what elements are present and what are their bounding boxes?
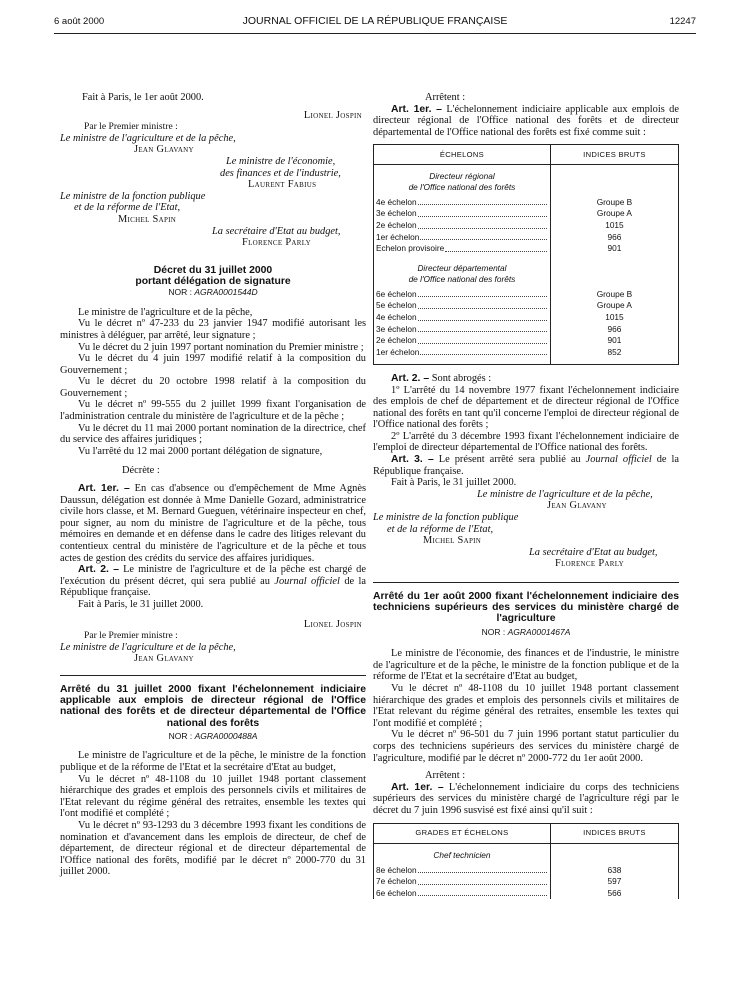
right-column: [373, 92, 679, 899]
arretent-1: Arrêtent :: [425, 92, 466, 103]
grades-table-2: [373, 823, 679, 900]
table-row-value: 1015: [605, 312, 624, 323]
decret-visa: Vu l'arrêté du 12 mai 2000 portant délégation de signature,: [78, 445, 323, 457]
group-title: de l'Office national des forêts: [408, 273, 516, 284]
decret-visa: Vu le décret du 4 juin 1997 modifié relatif à la composition du Gouvernement ;: [60, 353, 366, 376]
header-date: 6 août 2000: [54, 16, 105, 27]
table-row-value: Groupe B: [596, 288, 633, 299]
arrete-2-visa: Vu le décret nº 48-1108 du 10 juillet 1948 portant classement hiérarchique des grades et emplois des personnels civils et militaires de l'Etat relevant du régime général des retraites, ensemble les textes qui l'ont modifié et complété ;: [373, 682, 679, 729]
table-header: INDICES BRUTS: [550, 823, 678, 843]
arrete-1-visa: Vu le décret nº 93-1293 du 3 décembre 1993 fixant les conditions de nomination et d'avancement dans les emplois de directeur, de chef de département, de directeur régional et de directeur départemental de l'Office national des forêts, modifié par le décret nº 2000-770 du 31 juillet 2000.: [60, 819, 366, 878]
table-row-value: 597: [607, 876, 622, 887]
table-row-value: 966: [607, 323, 622, 334]
table-row-label: 3e échelon: [376, 324, 548, 336]
abrogation-item: 2º L'arrêté du 3 décembre 1993 fixant l'échelonnement indiciaire de l'emploi de directeur départemental de l'Office national des forêts.: [373, 430, 679, 454]
table-row-label: 6e échelon: [376, 289, 548, 301]
decret-visa: Le ministre de l'agriculture et de la pêche,: [78, 306, 253, 318]
secretaire-budget-title-3: La secrétaire d'Etat au budget,: [529, 546, 658, 558]
group-title: Directeur régional: [429, 170, 495, 181]
table-row-label: 3e échelon: [376, 208, 548, 220]
arretent-2: Arrêtent :: [425, 770, 466, 782]
signature-premier-ministre: Lionel Jospin: [303, 109, 362, 121]
table-row-label: 2e échelon: [376, 335, 548, 347]
page-header: [54, 14, 696, 34]
ministre-economie-title-2: des finances et de l'industrie,: [220, 167, 341, 179]
decret-article-2: Art. 2. – Le ministre de l'agriculture et de la pêche est chargé de l'exécution du présent décret, qui sera publié au Journal officiel de la République française.: [60, 564, 366, 599]
arrete-1-title: Arrêté du 31 juillet 2000 fixant l'échelonnement indiciaire applicable aux emplois de directeur régional de l'Office national des forêts et de directeur départemental de l'Office national des forêts: [60, 683, 366, 729]
table-header: INDICES BRUTS: [550, 145, 678, 165]
ministre-agriculture-title: Le ministre de l'agriculture et de la pêche,: [60, 132, 236, 144]
ministre-fonction-publique-name-3: Michel Sapin: [423, 535, 482, 547]
arrete-2-visa: Vu le décret nº 96-501 du 7 juin 1996 portant statut particulier du corps des techniciens supérieurs des services du ministère chargé de l'agriculture, modifié par le décret nº 2000-772 du 1er août 2000.: [373, 729, 679, 764]
ministre-agriculture-title-3: Le ministre de l'agriculture et de la pêche,: [477, 488, 653, 500]
arrete-1-article-1: Art. 1er. – L'échelonnement indiciaire applicable aux emplois de directeur régional de l'Office national des forêts et de directeur départemental de l'Office national des forêts est fixé comme suit :: [373, 103, 679, 138]
ministre-agriculture-name: Jean Glavany: [134, 144, 194, 156]
group-title: de l'Office national des forêts: [408, 181, 516, 192]
table-row-value: 901: [607, 243, 622, 254]
arrete-1-article-2: Art. 2. – Sont abrogés :: [391, 372, 492, 384]
table-header: ÉCHELONS: [374, 145, 551, 165]
table-row-value: 566: [607, 887, 622, 898]
table-row-label: 4e échelon: [376, 197, 548, 209]
table-row-value: 638: [607, 864, 622, 875]
decret-visa: Vu le décret nº 47-233 du 23 janvier 1947 modifié autorisant les ministres à déléguer, par arrêté, leur signature ;: [60, 318, 366, 341]
signature-premier-ministre-2: Lionel Jospin: [303, 618, 362, 630]
echelons-table-1: [373, 144, 679, 365]
arrete-2-nor: NOR : AGRA0001467A: [481, 626, 571, 637]
table-row-value: Groupe A: [596, 300, 632, 311]
header-page-number: 12247: [669, 16, 696, 27]
group-title: Chef technicien: [433, 849, 491, 860]
group-title: Directeur départemental: [417, 262, 507, 273]
table-row-label: 1er échelon: [376, 232, 548, 244]
table-row-value: 901: [607, 335, 622, 346]
table-row-label: 4e échelon: [376, 312, 548, 324]
ministre-economie-name: Laurent Fabius: [248, 179, 317, 191]
decret-visa: Vu le décret du 2 juin 1997 portant nomination du Premier ministre ;: [78, 341, 364, 353]
par-le-premier-ministre-2: Par le Premier ministre :: [84, 630, 178, 642]
decret-title-line-2: portant délégation de signature: [135, 275, 291, 287]
table-header: GRADES ET ÉCHELONS: [374, 823, 551, 843]
decret-visa: Vu le décret nº 99-555 du 2 juillet 1999 fixant l'organisation de l'administration centrale du ministère de l'agriculture et de la pêche ;: [60, 399, 366, 423]
abrogation-item: 1º L'arrêté du 14 novembre 1977 fixant l'échelonnement indiciaire des emplois de chef de département et de directeur régional de l'Office national des forêts en tant qu'il concerne l'emploi de directeur régional de l'Office national des forêts ;: [373, 384, 679, 431]
secretaire-budget-title: La secrétaire d'Etat au budget,: [212, 225, 341, 237]
decrete: Décrète :: [122, 465, 160, 477]
ministre-fonction-publique-title-3b: et de la réforme de l'Etat,: [387, 523, 494, 535]
decret-visa: Vu le décret du 11 mai 2000 portant nomination de la directrice, chef du service des affaires juridiques ;: [60, 422, 366, 446]
fait-a-paris-1: Fait à Paris, le 1er août 2000.: [82, 92, 204, 103]
decret-nor: NOR : AGRA0001544D: [168, 287, 258, 298]
arrete-1-nor: NOR : AGRA0000488A: [168, 730, 258, 741]
table-row-label: 1er échelon: [376, 347, 548, 359]
arrete-1-visa: Le ministre de l'agriculture et de la pêche, le ministre de la fonction publique et de la réforme de l'Etat et la secrétaire d'Etat au budget,: [60, 750, 366, 773]
arrete-2-title: Arrêté du 1er août 2000 fixant l'échelonnement indiciaire des techniciens supérieurs des services du ministère chargé de l'agriculture: [373, 591, 679, 625]
table-row-value: 1015: [605, 220, 624, 231]
arrete-1-visa: Vu le décret nº 48-1108 du 10 juillet 1948 portant classement hiérarchique des grades et emplois des personnels civils et militaires de l'Etat relevant du régime général des retraites, ensemble les textes qui l'ont modifié et complété ;: [60, 773, 366, 820]
arrete-1-article-3: Art. 3. – Le présent arrêté sera publié au Journal officiel de la République française.: [373, 454, 679, 477]
arrete-2-article-1: Art. 1er. – L'échelonnement indiciaire du corps des techniciens supérieurs des services du ministère chargé de l'agriculture régi par le décret du 7 juin 1996 susvisé est fixé ainsi qu'il suit :: [373, 781, 679, 816]
decret-title-line-1: Décret du 31 juillet 2000: [153, 264, 273, 276]
table-row-label: 8e échelon: [376, 865, 548, 877]
ministre-fonction-publique-name: Michel Sapin: [118, 213, 177, 225]
ministre-fonction-publique-title-1: Le ministre de la fonction publique: [60, 190, 206, 202]
table-row-label: 6e échelon: [376, 888, 548, 900]
fait-a-paris-2: Fait à Paris, le 31 juillet 2000.: [78, 598, 204, 610]
table-row-value: Groupe A: [596, 208, 632, 219]
ministre-agriculture-title-2: Le ministre de l'agriculture et de la pêche,: [60, 641, 236, 653]
secretaire-budget-name: Florence Parly: [242, 237, 311, 249]
ministre-agriculture-name-3: Jean Glavany: [547, 500, 607, 512]
table-row-value: Groupe B: [596, 196, 633, 207]
ministre-economie-title-1: Le ministre de l'économie,: [226, 155, 336, 167]
fait-a-paris-3: Fait à Paris, le 31 juillet 2000.: [391, 477, 517, 489]
ministre-fonction-publique-title-3a: Le ministre de la fonction publique: [373, 512, 519, 524]
ministre-agriculture-name-2: Jean Glavany: [134, 653, 194, 665]
header-journal-title: JOURNAL OFFICIEL DE LA RÉPUBLIQUE FRANÇAISE: [242, 15, 508, 27]
table-row-label: 2e échelon: [376, 220, 548, 232]
arrete-2-visa: Le ministre de l'économie, des finances et de l'industrie, le ministre de l'agriculture et de la pêche, le ministre de la fonction publique et de la réforme de l'Etat et la secrétaire d'Etat au budget,: [373, 648, 679, 683]
table-row-value: 852: [607, 346, 622, 357]
secretaire-budget-name-3: Florence Parly: [555, 558, 624, 570]
table-row-value: 966: [607, 231, 622, 242]
table-row-label: Echelon provisoire: [376, 243, 548, 255]
left-column: [60, 92, 366, 878]
table-row-label: 7e échelon: [376, 876, 548, 888]
table-row-label: 5e échelon: [376, 300, 548, 312]
decret-visa: Vu le décret du 20 octobre 1998 relatif à la composition du Gouvernement ;: [60, 376, 366, 399]
ministre-fonction-publique-title-2: et de la réforme de l'Etat,: [74, 202, 181, 214]
par-le-premier-ministre: Par le Premier ministre :: [84, 121, 178, 133]
decret-article-1: Art. 1er. – En cas d'absence ou d'empêchement de Mme Agnès Daussun, délégation est donnée à Mme Danielle Gozard, administratrice civile hors classe, et M. Bernard Gueguen, vétérinaire inspecteur en chef, pour signer, au nom du ministre de l'agriculture et de la pêche, tous mémoires en demande et en défense dans le cadre des litiges relevant du contentieux central du ministère de l'agriculture et de la pêche et tous actes de gestion des crédits du service des affaires juridiques.: [60, 483, 366, 564]
